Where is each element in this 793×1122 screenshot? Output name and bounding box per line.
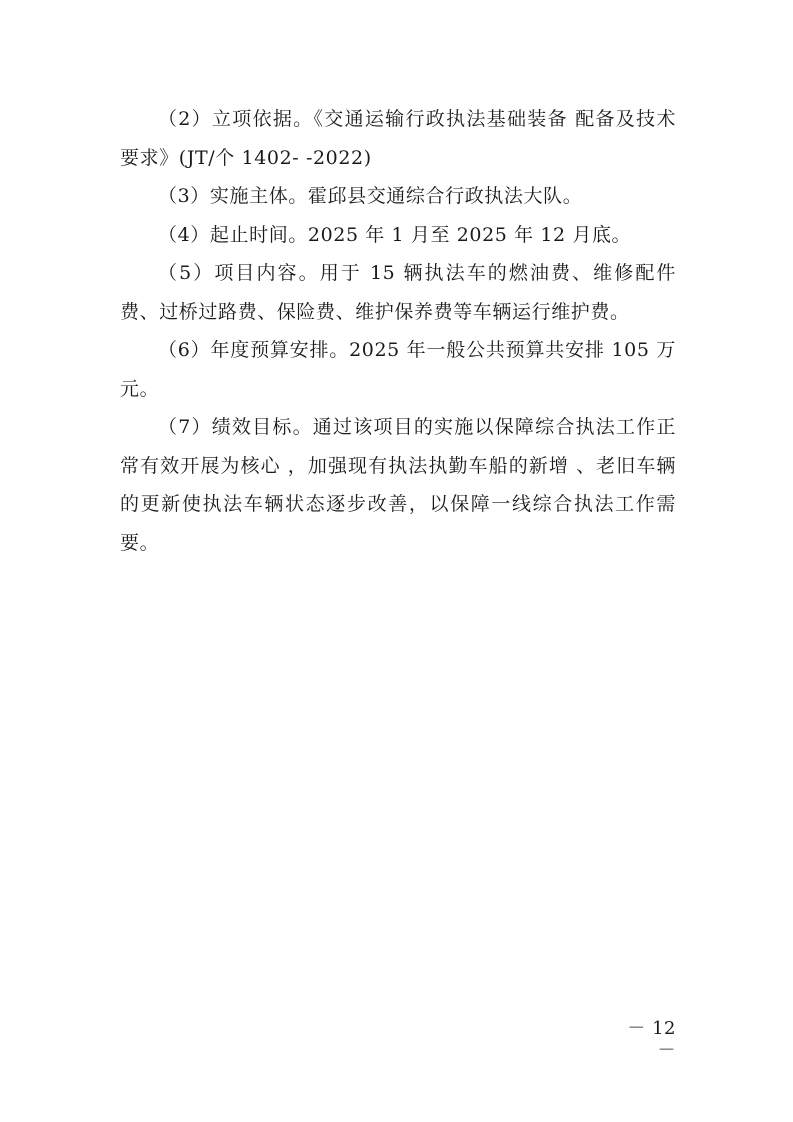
document-body xyxy=(120,100,676,562)
paragraph-implementing-entity: （3）实施主体。霍邱县交通综合行政执法大队。 xyxy=(158,185,583,207)
paragraph-project-content: （5）项目内容。用于 15 辆执法车的燃油费、维修配件费、过桥过路费、保险费、维护保养费等车辆运行维护费。 xyxy=(120,262,676,323)
paragraph-annual-budget: （6）年度预算安排。2025 年一般公共预算共安排 105 万元。 xyxy=(120,339,676,400)
paragraph-project-basis: （2）立项依据。《交通运输行政执法基础装备 配备及技术要求》(JT/个 1402- -2022) xyxy=(120,108,676,169)
paragraph-performance-goal: （7）绩效目标。通过该项目的实施以保障综合执法工作正常有效开展为核心 ，加强现有执法执勤车船的新增 、老旧车辆的更新使执法车辆状态逐步改善，以保障一线综合执法工作需要。 xyxy=(120,416,676,554)
page-number: － 12 － xyxy=(627,1018,676,1061)
paragraph-time-period: （4）起止时间。2025 年 1 月至 2025 年 12 月底。 xyxy=(158,223,632,246)
